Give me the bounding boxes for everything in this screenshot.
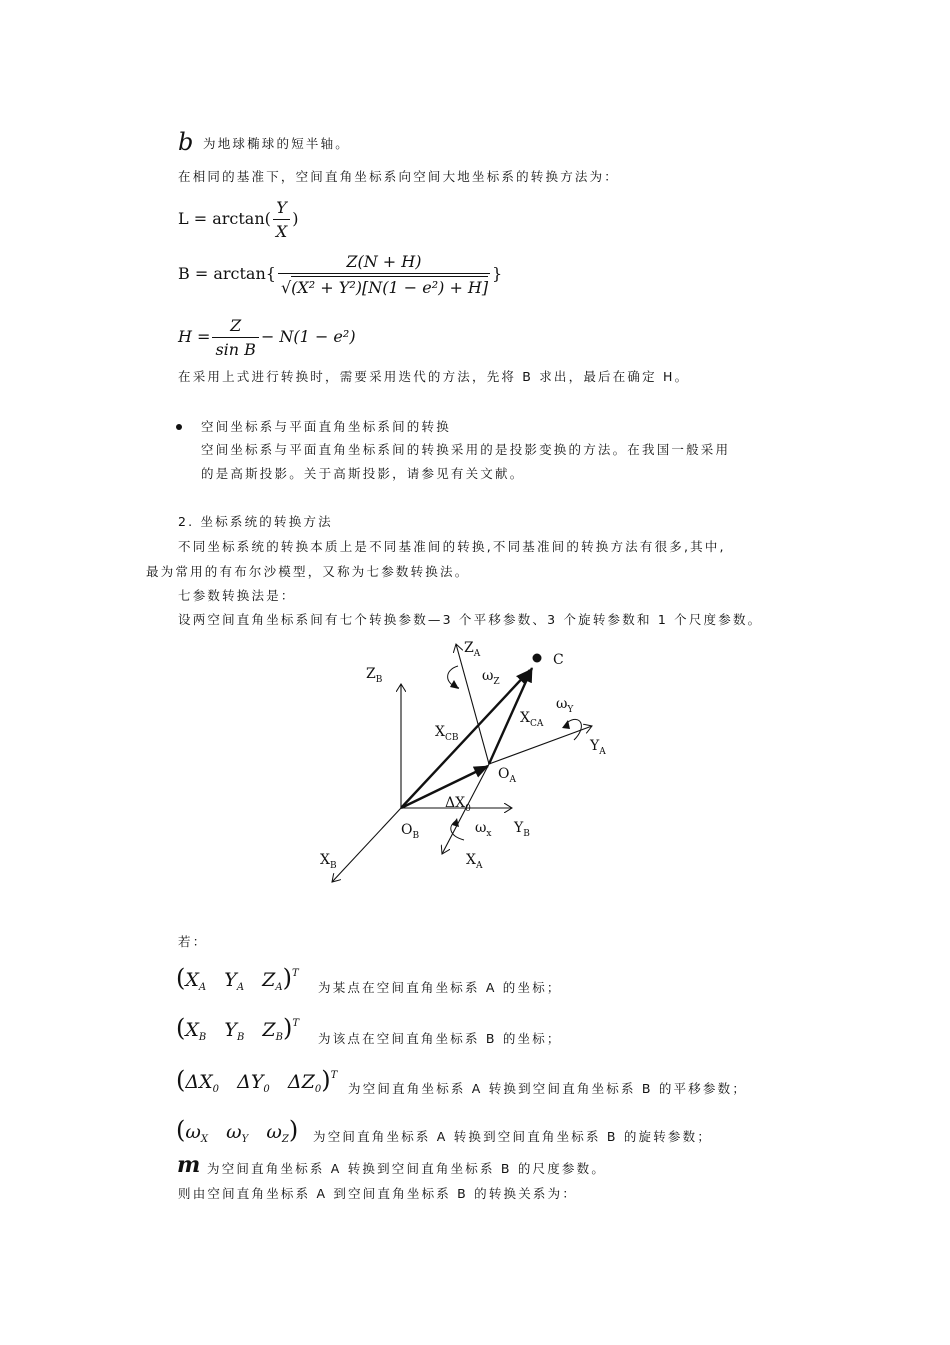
definition-rotation: 为空间直角坐标系 A 转换到空间直角坐标系 B 的旋转参数； <box>313 1129 713 1144</box>
svg-text:XA <box>466 852 483 871</box>
label-OA-sub: A <box>509 775 516 785</box>
formula-H-num: Z <box>230 316 242 335</box>
m-symbol: m <box>177 1152 201 1178</box>
label-ZB: Z <box>366 666 376 682</box>
svg-text:ωZ <box>482 668 500 687</box>
paragraph-line1: 不同坐标系统的转换本质上是不同基准间的转换,不同基准间的转换方法有很多,其中, <box>178 539 726 554</box>
formula-L <box>178 198 299 241</box>
label-wZ: ω <box>482 668 494 684</box>
vector-XCB <box>401 670 530 808</box>
vec-sub: 0 <box>212 1084 219 1095</box>
b-description: 为地球椭球的短半轴。 <box>203 136 351 151</box>
vector-rotation <box>176 1116 298 1145</box>
paren-open: ( <box>176 1116 186 1144</box>
label-XA-sub: A <box>475 861 483 871</box>
formula-H-lhs: H = <box>178 327 211 346</box>
vec-sup: T <box>291 968 299 979</box>
svg-text:OB <box>401 822 419 841</box>
label-XCB-sub: CB <box>444 733 459 743</box>
final-statement: 则由空间直角坐标系 A 到空间直角坐标系 B 的转换关系为： <box>178 1186 578 1201</box>
label-ZA: Z <box>464 640 474 656</box>
formula-L-lhs: L = arctan( <box>178 209 271 228</box>
label-wX: ω <box>475 820 487 836</box>
vec-sub: A <box>236 982 245 993</box>
svg-text:ωx <box>475 820 492 839</box>
definition-translation: 为空间直角坐标系 A 转换到空间直角坐标系 B 的平移参数； <box>348 1081 748 1096</box>
label-XCA: X <box>520 710 530 726</box>
label-C: C <box>553 652 564 668</box>
svg-text:OA <box>498 766 516 785</box>
paren-close: ) <box>282 1014 293 1042</box>
bullet-body-line2: 的是高斯投影。关于高斯投影，请参见有关文献。 <box>201 466 525 481</box>
ruo-text: 若： <box>178 934 208 949</box>
vec-sub: 0 <box>314 1084 322 1095</box>
axis-XB <box>329 808 401 882</box>
vec-sub: Y <box>241 1134 249 1145</box>
vec-sub: B <box>236 1032 245 1043</box>
svg-text:YB <box>513 820 530 839</box>
vec-comp: ω <box>226 1121 242 1143</box>
label-OA: O <box>498 766 510 782</box>
label-ZB-sub: B <box>375 675 383 685</box>
label-YB-sub: B <box>523 829 530 839</box>
bullet-title: 空间坐标系与平面直角坐标系间的转换 <box>201 419 451 434</box>
formula-H-rest: − N(1 − e²) <box>260 327 356 346</box>
intro-text: 在相同的基准下，空间直角坐标系向空间大地坐标系的转换方法为： <box>178 169 620 184</box>
vec-sub: A <box>275 982 283 993</box>
paren-open: ( <box>176 1014 186 1042</box>
svg-text:ΔX0 <box>445 795 471 814</box>
vec-comp: Y <box>224 1019 237 1041</box>
vector-A-coords <box>176 964 299 993</box>
vec-comp: Z <box>262 1019 276 1041</box>
formula-L-den: X <box>273 219 290 241</box>
definition-A: 为某点在空间直角坐标系 A 的坐标； <box>318 980 562 995</box>
vec-comp: Y <box>224 969 237 991</box>
vector-translation <box>176 1066 337 1095</box>
svg-text:ZA <box>464 640 481 659</box>
label-XB: X <box>320 852 330 868</box>
axis-ZA <box>456 644 489 764</box>
vec-sub: X <box>200 1134 208 1145</box>
formula-B-den: (X² + Y²)[N(1 − e²) + H] <box>291 278 489 297</box>
definition-B: 为该点在空间直角坐标系 B 的坐标； <box>318 1031 562 1046</box>
vec-sup: T <box>330 1070 338 1081</box>
label-XCA-sub: CA <box>529 719 544 729</box>
label-dX0: ΔX <box>445 795 466 811</box>
label-wZ-sub: Z <box>493 677 500 687</box>
paren-close: ) <box>321 1066 331 1094</box>
rotation-wY-icon <box>568 719 581 740</box>
svg-text:YA <box>589 738 606 757</box>
label-YA: Y <box>590 738 600 754</box>
coordinate-diagram <box>318 632 628 894</box>
vec-comp: ΔY <box>237 1071 264 1093</box>
label-YB: Y <box>514 820 524 836</box>
paren-close: ) <box>288 1116 299 1144</box>
label-XA: X <box>466 852 476 868</box>
seven-param-desc: 设两空间直角坐标系间有七个转换参数—3 个平移参数、3 个旋转参数和 1 个尺度参数。 <box>178 612 763 627</box>
vec-sub: A <box>198 982 207 993</box>
paren-open: ( <box>176 1066 186 1094</box>
label-wY: ω <box>556 696 568 712</box>
vec-comp: X <box>185 1019 199 1041</box>
vec-sub: 0 <box>263 1084 270 1095</box>
label-wX-sub: x <box>486 829 492 839</box>
bullet-icon <box>176 424 182 430</box>
formula-B-close: } <box>491 264 503 283</box>
vec-comp: X <box>185 969 199 991</box>
point-C <box>533 654 542 663</box>
paragraph-line2: 最为常用的有布尔沙模型，又称为七参数转换法。 <box>146 564 470 579</box>
vector-B-coords <box>176 1014 299 1043</box>
svg-text:XB <box>320 852 337 871</box>
formula-H <box>178 316 356 359</box>
section-title: 2. 坐标系统的转换方法 <box>178 514 333 529</box>
label-OB: O <box>401 822 413 838</box>
formula-B-lhs: B = arctan{ <box>178 264 276 283</box>
vec-sub: B <box>198 1032 207 1043</box>
label-YA-sub: A <box>599 747 606 757</box>
vec-comp: ω <box>185 1121 201 1143</box>
formula-B <box>178 252 502 297</box>
formula-L-num: Y <box>276 198 287 217</box>
bullet-body-line1: 空间坐标系与平面直角坐标系间的转换采用的是投影变换的方法。在我国一般采用 <box>201 442 731 457</box>
label-XCB: X <box>435 724 445 740</box>
vec-comp: Z <box>262 969 276 991</box>
label-dX0-sub: 0 <box>465 804 471 814</box>
sqrt-icon: √ <box>280 278 292 297</box>
paren-close: ) <box>282 964 292 992</box>
formula-L-close: ) <box>292 209 299 228</box>
vec-sup: T <box>292 1018 300 1029</box>
label-OB-sub: B <box>412 831 420 841</box>
vec-comp: ΔX <box>185 1071 213 1093</box>
b-symbol: b <box>178 128 194 156</box>
vec-comp: ΔZ <box>287 1071 315 1093</box>
definition-scale: 为空间直角坐标系 A 转换到空间直角坐标系 B 的尺度参数。 <box>207 1161 607 1176</box>
formula-H-den: sin B <box>212 337 258 359</box>
label-wY-sub: Y <box>567 705 574 715</box>
iteration-note: 在采用上式进行转换时，需要采用迭代的方法，先将 B 求出，最后在确定 H。 <box>178 369 690 384</box>
svg-text:ZB <box>366 666 383 685</box>
vec-sub: B <box>275 1032 283 1043</box>
vec-comp: ω <box>266 1121 282 1143</box>
seven-param-title: 七参数转换法是： <box>178 588 296 603</box>
svg-text:ωY <box>556 696 574 715</box>
label-XB-sub: B <box>329 861 337 871</box>
label-ZA-sub: A <box>473 649 481 659</box>
paren-open: ( <box>176 964 186 992</box>
vec-sub: Z <box>281 1134 289 1145</box>
formula-B-num: Z(N + H) <box>346 252 422 271</box>
svg-text:XCA <box>520 710 544 729</box>
svg-text:XCB <box>435 724 459 743</box>
